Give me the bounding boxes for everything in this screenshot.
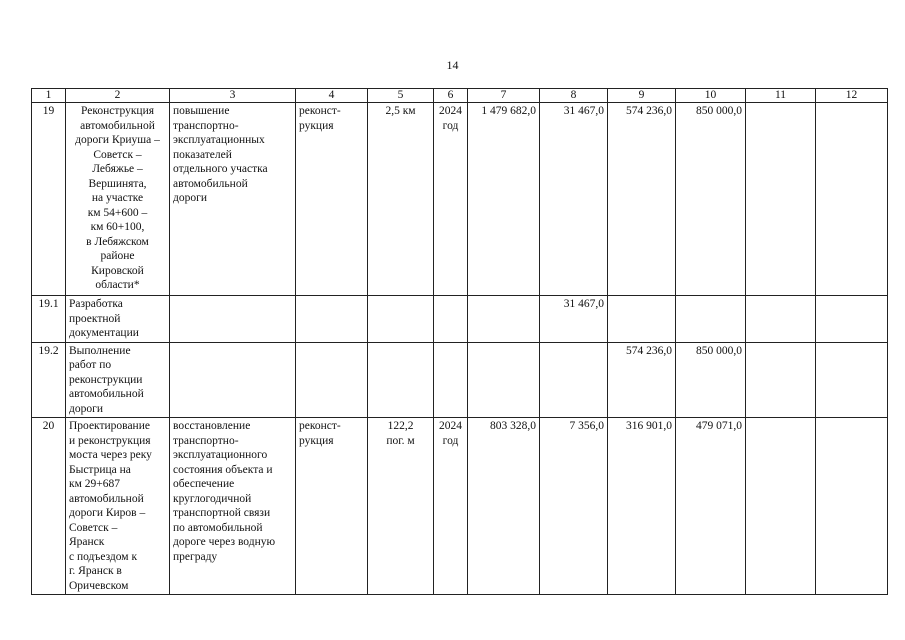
table-row xyxy=(32,296,888,343)
object-goal xyxy=(170,296,296,343)
value-col-11 xyxy=(746,342,816,418)
column-header: 4 xyxy=(296,89,368,103)
column-header: 7 xyxy=(468,89,540,103)
value-col-8: 7 356,0 xyxy=(540,418,608,595)
object-name: Реконструкция автомобильной дороги Криуша – Советск – Лебяжье – Вершинята, на участке км 54+600 – км 60+100, в Лебяжском районе Кировской области* xyxy=(66,103,170,296)
table-row xyxy=(32,418,888,595)
column-header: 5 xyxy=(368,89,434,103)
table-row xyxy=(32,103,888,296)
object-goal: восстановление транспортно- эксплуатационного состояния объекта и обеспечение круглогодичной транспортной связи по автомобильной дороге через водную преграду xyxy=(170,418,296,595)
value-col-12 xyxy=(816,342,888,418)
year xyxy=(434,296,468,343)
capacity: 122,2 пог. м xyxy=(368,418,434,595)
object-goal: повышение транспортно- эксплуатационных показателей отдельного участка автомобильной дороги xyxy=(170,103,296,296)
value-col-9: 574 236,0 xyxy=(608,342,676,418)
value-col-9 xyxy=(608,296,676,343)
value-col-12 xyxy=(816,103,888,296)
value-col-7 xyxy=(468,342,540,418)
value-col-10 xyxy=(676,296,746,343)
value-col-7 xyxy=(468,296,540,343)
work-type xyxy=(296,296,368,343)
value-col-8 xyxy=(540,342,608,418)
value-col-7: 1 479 682,0 xyxy=(468,103,540,296)
page-number: 14 xyxy=(446,58,459,72)
object-name: Выполнение работ по реконструкции автомобильной дороги xyxy=(66,342,170,418)
value-col-11 xyxy=(746,418,816,595)
value-col-9: 316 901,0 xyxy=(608,418,676,595)
year xyxy=(434,342,468,418)
value-col-11 xyxy=(746,103,816,296)
value-col-8: 31 467,0 xyxy=(540,103,608,296)
row-number: 20 xyxy=(32,418,66,595)
column-header: 11 xyxy=(746,89,816,103)
year: 2024 год xyxy=(434,103,468,296)
column-header: 10 xyxy=(676,89,746,103)
object-goal xyxy=(170,342,296,418)
value-col-10: 850 000,0 xyxy=(676,103,746,296)
value-col-9: 574 236,0 xyxy=(608,103,676,296)
year: 2024 год xyxy=(434,418,468,595)
column-header: 8 xyxy=(540,89,608,103)
work-type xyxy=(296,342,368,418)
column-header: 1 xyxy=(32,89,66,103)
row-number: 19 xyxy=(32,103,66,296)
object-name: Проектирование и реконструкция моста через реку Быстрица на км 29+687 автомобильной дороги Киров – Советск – Яранск с подъездом к г. Яранск в Оричевском xyxy=(66,418,170,595)
row-number: 19.1 xyxy=(32,296,66,343)
column-header: 2 xyxy=(66,89,170,103)
capacity: 2,5 км xyxy=(368,103,434,296)
value-col-12 xyxy=(816,418,888,595)
capacity xyxy=(368,296,434,343)
work-type: реконст- рукция xyxy=(296,103,368,296)
column-header: 12 xyxy=(816,89,888,103)
object-name: Разработка проектной документации xyxy=(66,296,170,343)
table-row xyxy=(32,342,888,418)
capacity xyxy=(368,342,434,418)
value-col-7: 803 328,0 xyxy=(468,418,540,595)
column-header: 6 xyxy=(434,89,468,103)
value-col-10: 850 000,0 xyxy=(676,342,746,418)
column-number-row xyxy=(32,89,888,103)
value-col-8: 31 467,0 xyxy=(540,296,608,343)
work-type: реконст- рукция xyxy=(296,418,368,595)
column-header: 9 xyxy=(608,89,676,103)
value-col-10: 479 071,0 xyxy=(676,418,746,595)
value-col-12 xyxy=(816,296,888,343)
row-number: 19.2 xyxy=(32,342,66,418)
value-col-11 xyxy=(746,296,816,343)
investment-table xyxy=(31,88,888,595)
column-header: 3 xyxy=(170,89,296,103)
